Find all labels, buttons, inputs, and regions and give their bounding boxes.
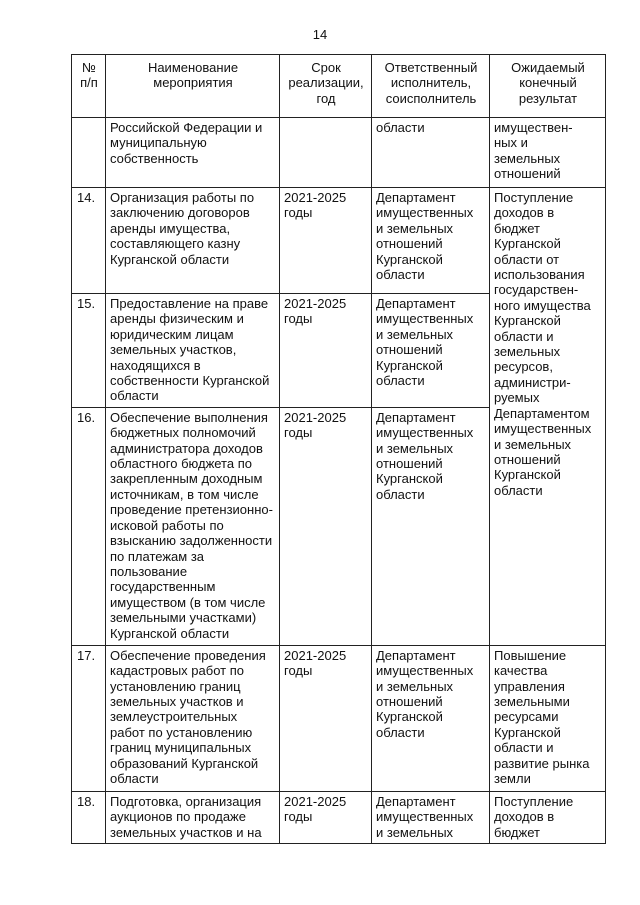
header-executor: Ответственный исполнитель, соисполнитель [372, 55, 490, 118]
row-term [280, 118, 372, 188]
row-number: 18. [72, 791, 106, 843]
row-term: 2021-2025 годы [280, 294, 372, 408]
measures-table [71, 54, 606, 844]
row-executor: Департамент имущественных и земельных отношений Курганской области [372, 645, 490, 791]
row-measure-name: Организация работы по заключению договоров аренды имущества, составляющего казну Курганской области [106, 188, 280, 294]
page-number: 14 [312, 27, 328, 42]
row-number: 15. [72, 294, 106, 408]
row-term: 2021-2025 годы [280, 645, 372, 791]
header-term: Срок реализации, год [280, 55, 372, 118]
table-row [72, 645, 606, 791]
table-row [72, 791, 606, 843]
row-term: 2021-2025 годы [280, 188, 372, 294]
header-number: № п/п [72, 55, 106, 118]
row-measure-name: Подготовка, организация аукционов по продаже земельных участков и на [106, 791, 280, 843]
row-executor: Департамент имущественных и земельных отношений Курганской области [372, 294, 490, 408]
row-measure-name: Обеспечение проведения кадастровых работ по установлению границ земельных участков и землеустроительных работ по установлению границ муниципальных образований Курганской области [106, 645, 280, 791]
header-measure-name: Наименование мероприятия [106, 55, 280, 118]
row-number: 14. [72, 188, 106, 294]
row-result: имуществен- ных и земельных отношений [490, 118, 606, 188]
row-number: 16. [72, 407, 106, 645]
table-row [72, 118, 606, 188]
row-executor: области [372, 118, 490, 188]
row-result-merged: Поступление доходов в бюджет Курганской области от использования государствен- ного имущества Курганской области и земельных ресурсов, администри- руемых Департаментом имущественных и земельных отношений Курганской области [490, 188, 606, 646]
table-row [72, 188, 606, 294]
row-measure-name: Предоставление на праве аренды физическим и юридическим лицам земельных участков, находящихся в собственности Курганской области [106, 294, 280, 408]
row-term: 2021-2025 годы [280, 407, 372, 645]
row-number [72, 118, 106, 188]
row-result: Поступление доходов в бюджет [490, 791, 606, 843]
row-measure-name: Обеспечение выполнения бюджетных полномочий администратора доходов областного бюджета по закрепленным доходным источникам, в том числе проведение претензионно- исковой работы по взысканию задолженности по платежам за пользование государственным имуществом (в том числе земельными участками) Курганской области [106, 407, 280, 645]
row-executor: Департамент имущественных и земельных отношений Курганской области [372, 407, 490, 645]
row-executor: Департамент имущественных и земельных [372, 791, 490, 843]
row-measure-name: Российской Федерации и муниципальную собственность [106, 118, 280, 188]
table-header-row [72, 55, 606, 118]
row-number: 17. [72, 645, 106, 791]
row-result: Повышение качества управления земельными ресурсами Курганской области и развитие рынка земли [490, 645, 606, 791]
row-executor: Департамент имущественных и земельных отношений Курганской области [372, 188, 490, 294]
row-term: 2021-2025 годы [280, 791, 372, 843]
header-result: Ожидаемый конечный результат [490, 55, 606, 118]
